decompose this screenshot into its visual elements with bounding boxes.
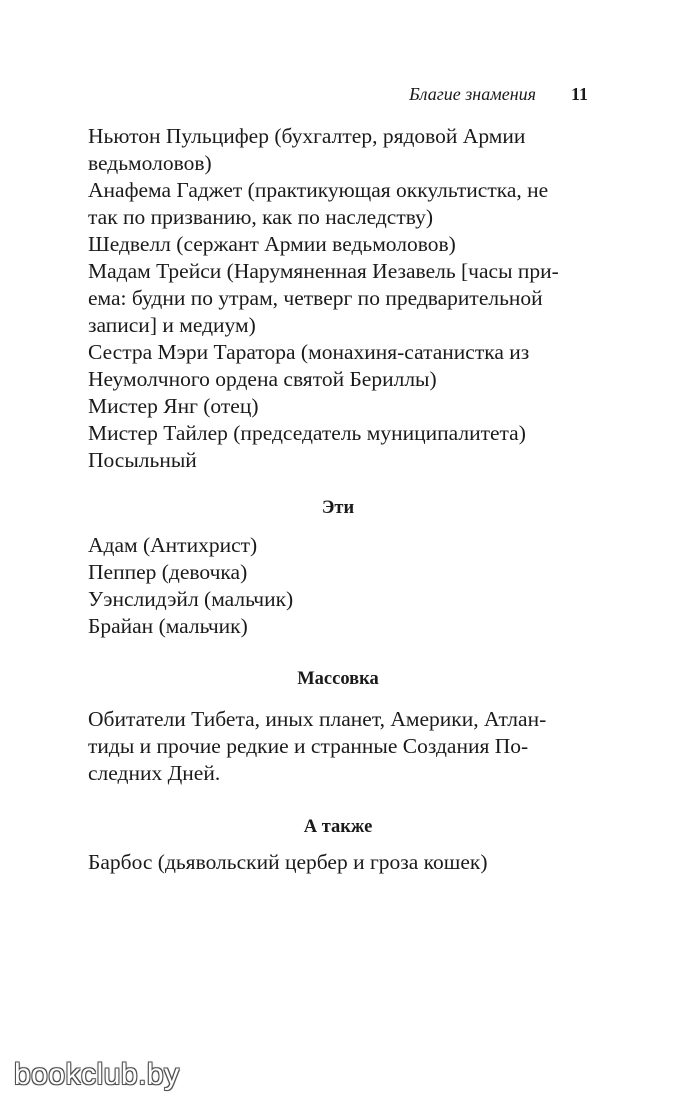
entry-line: Мистер Тайлер (председатель муниципалитета): [88, 421, 526, 445]
entry-line: Анафема Гаджет (практикующая оккультистка, не: [88, 178, 549, 202]
cast-entry-anathema: [88, 177, 588, 231]
cast-entry-tyler: [88, 420, 588, 447]
section-heading-eti: Эти: [321, 498, 355, 518]
watermark: bookclub.by: [14, 1058, 180, 1091]
list-item: Адам (Антихрист): [88, 533, 258, 557]
list-item: Уэнслидэйл (мальчик): [88, 587, 294, 611]
list-takzhe: [88, 849, 588, 876]
entry-line: Неумолчного ордена святой Бериллы): [88, 367, 437, 391]
cast-entry-young: [88, 393, 588, 420]
list-item: Пеппер (девочка): [88, 560, 248, 584]
running-header: [88, 84, 588, 110]
section-heading-massovka: Массовка: [297, 669, 379, 689]
massovka-paragraph: [88, 706, 610, 787]
entry-line: тиды и прочие редкие и странные Создания По-: [88, 734, 529, 758]
entry-line: Посыльный: [88, 448, 197, 472]
entry-line: Мадам Трейси (Нарумяненная Иезавель [часы при-: [88, 259, 559, 283]
entry-line: так по призванию, как по наследству): [88, 205, 434, 229]
entry-line: Мистер Янг (отец): [88, 394, 259, 418]
list-eti: [88, 532, 588, 640]
entry-line: Ньютон Пульцифер (бухгалтер, рядовой Армии: [88, 124, 526, 148]
cast-entry-tracy: [88, 258, 588, 339]
list-item: Брайан (мальчик): [88, 614, 248, 638]
entry-line: записи] и медиум): [88, 313, 256, 337]
cast-list: [88, 123, 588, 474]
section-heading-takzhe: А также: [303, 817, 373, 837]
entry-line: ведьмоловов): [88, 151, 212, 175]
entry-line: Обитатели Тибета, иных планет, Америки, Атлан-: [88, 707, 547, 731]
page-number: 11: [570, 84, 588, 104]
cast-entry-courier: [88, 447, 588, 474]
cast-entry-newton: [88, 123, 588, 177]
entry-line: Шедвелл (сержант Армии ведьмоловов): [88, 232, 456, 256]
cast-entry-mary: [88, 339, 588, 393]
list-item: Барбос (дьявольский цербер и гроза кошек): [88, 850, 488, 874]
entry-line: Сестра Мэри Таратора (монахиня-сатанистка из: [88, 340, 530, 364]
entry-line: ема: будни по утрам, четверг по предварительной: [88, 286, 543, 310]
cast-entry-shadwell: [88, 231, 588, 258]
running-title: Благие знамения: [409, 84, 536, 104]
entry-line: следних Дней.: [88, 761, 221, 785]
